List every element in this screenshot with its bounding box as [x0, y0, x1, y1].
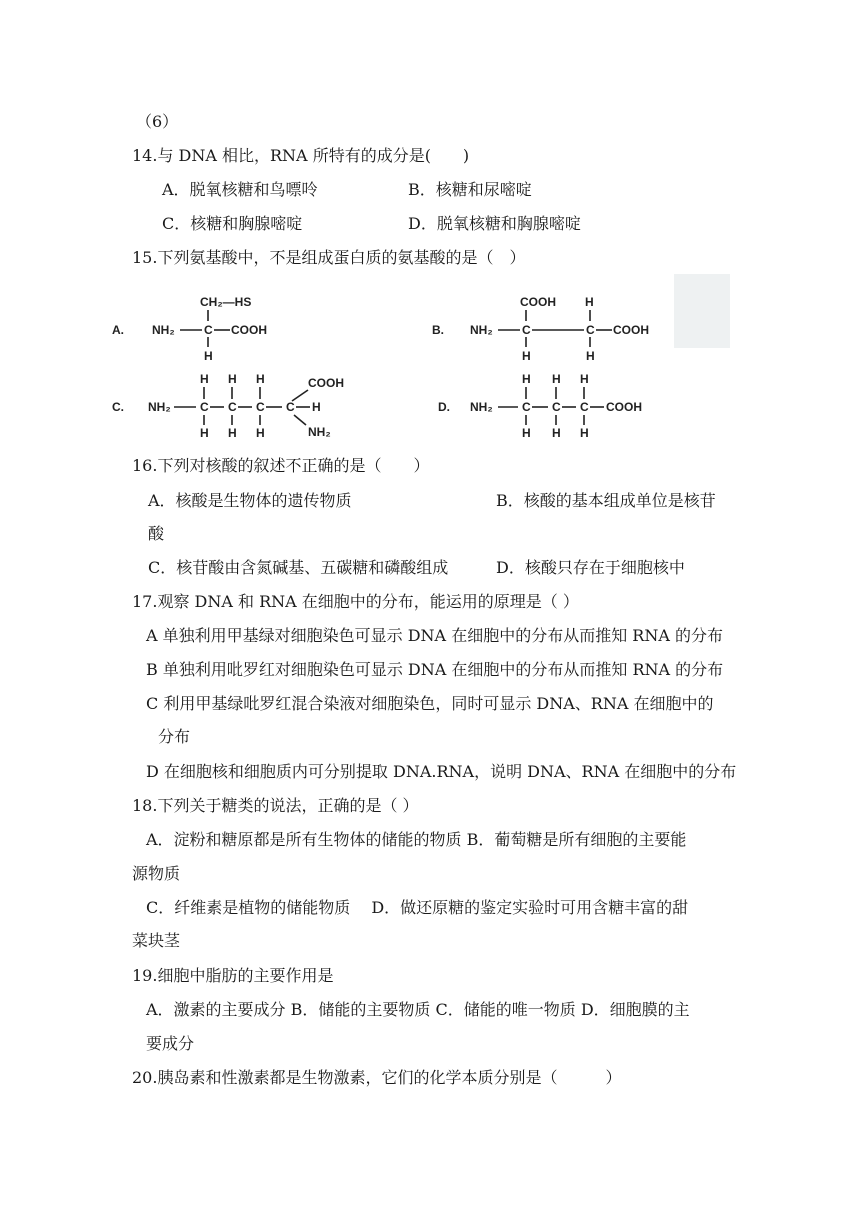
amino-acid-structure-a	[110, 290, 310, 365]
structure-d-label: D.	[438, 400, 450, 414]
question-18-line-1: A．淀粉和糖原都是所有生物体的储能的物质 B．葡萄糖是所有细胞的主要能	[146, 830, 687, 849]
svg-text:H: H	[522, 372, 531, 386]
svg-text:NH₂: NH₂	[308, 425, 331, 439]
question-16-option-b-cont: 酸	[148, 524, 165, 543]
svg-text:H: H	[312, 400, 321, 414]
svg-text:H: H	[228, 426, 237, 440]
svg-text:H: H	[522, 349, 531, 363]
page-marker: （6）	[136, 112, 179, 131]
question-15-stem: 15.下列氨基酸中，不是组成蛋白质的氨基酸的是（ ）	[132, 248, 526, 267]
svg-text:H: H	[552, 426, 561, 440]
question-14-option-b: B．核糖和尿嘧啶	[408, 180, 532, 199]
svg-text:C: C	[228, 400, 237, 414]
question-19-line-2: 要成分	[146, 1034, 195, 1053]
svg-text:H: H	[256, 372, 265, 386]
question-17-stem: 17.观察 DNA 和 RNA 在细胞中的分布，能运用的原理是（ ）	[132, 592, 579, 611]
svg-text:C: C	[204, 323, 213, 337]
svg-text:C: C	[586, 323, 595, 337]
question-16-option-c: C．核苷酸由含氮碱基、五碳糖和磷酸组成	[148, 558, 449, 577]
structure-a-r-group: CH₂—HS	[200, 295, 252, 309]
svg-text:H: H	[228, 372, 237, 386]
svg-text:COOH: COOH	[520, 295, 556, 309]
question-14-stem: 14.与 DNA 相比，RNA 所特有的成分是( )	[132, 146, 470, 165]
svg-text:H: H	[580, 426, 589, 440]
svg-text:COOH: COOH	[231, 323, 267, 337]
structure-c-label: C.	[112, 400, 124, 414]
svg-text:C: C	[552, 400, 561, 414]
question-16-stem: 16.下列对核酸的叙述不正确的是（ ）	[132, 456, 430, 475]
question-17-option-c-cont: 分布	[158, 727, 191, 746]
amino-acid-structure-d	[436, 370, 676, 445]
structure-b-label: B.	[432, 323, 444, 337]
question-17-option-a: A 单独利用甲基绿对细胞染色可显示 DNA 在细胞中的分布从而推知 RNA 的分布	[146, 626, 723, 645]
svg-text:NH₂: NH₂	[148, 400, 171, 414]
structure-a-label: A.	[112, 323, 124, 337]
amino-acid-structure-b	[430, 290, 670, 365]
question-20-stem: 20.胰岛素和性激素都是生物激素，它们的化学本质分别是（ ）	[132, 1068, 622, 1087]
question-17-option-c: C 利用甲基绿吡罗红混合染液对细胞染色，同时可显示 DNA、RNA 在细胞中的	[146, 694, 714, 713]
svg-text:C: C	[200, 400, 209, 414]
svg-text:H: H	[256, 426, 265, 440]
question-14-option-a: A．脱氧核糖和鸟嘌呤	[162, 180, 318, 199]
svg-text:H: H	[585, 295, 594, 309]
svg-text:COOH: COOH	[606, 400, 642, 414]
svg-text:C: C	[256, 400, 265, 414]
svg-text:H: H	[522, 426, 531, 440]
question-18-line-2: 源物质	[132, 864, 181, 883]
svg-text:C: C	[522, 400, 531, 414]
svg-text:H: H	[200, 426, 209, 440]
svg-text:NH₂: NH₂	[470, 323, 493, 337]
question-18-line-3: C．纤维素是植物的储能物质 D．做还原糖的鉴定实验时可用含糖丰富的甜	[146, 898, 689, 917]
question-17-option-d: D 在细胞核和细胞质内可分别提取 DNA.RNA，说明 DNA、RNA 在细胞中的分布	[146, 762, 737, 781]
svg-text:H: H	[200, 372, 209, 386]
svg-text:C: C	[580, 400, 589, 414]
svg-text:C: C	[522, 323, 531, 337]
svg-text:H: H	[204, 349, 213, 363]
question-16-option-b: B．核酸的基本组成单位是核苷	[496, 491, 716, 510]
svg-text:COOH: COOH	[308, 376, 344, 390]
svg-text:H: H	[586, 349, 595, 363]
svg-text:C: C	[286, 400, 295, 414]
svg-text:NH₂: NH₂	[152, 323, 175, 337]
svg-text:H: H	[580, 372, 589, 386]
question-14-option-d: D．脱氧核糖和胸腺嘧啶	[408, 214, 581, 233]
svg-text:H: H	[552, 372, 561, 386]
question-19-stem: 19.细胞中脂肪的主要作用是	[132, 966, 334, 985]
question-18-stem: 18.下列关于糖类的说法，正确的是（ ）	[132, 796, 419, 815]
question-17-option-b: B 单独利用吡罗红对细胞染色可显示 DNA 在细胞中的分布从而推知 RNA 的分布	[146, 660, 724, 679]
question-16-option-d: D．核酸只存在于细胞核中	[496, 558, 685, 577]
amino-acid-structure-c	[110, 370, 370, 445]
question-14-option-c: C．核糖和胸腺嘧啶	[162, 214, 303, 233]
scan-smudge	[674, 274, 730, 348]
question-19-line-1: A．激素的主要成分 B．储能的主要物质 C．储能的唯一物质 D．细胞膜的主	[146, 1000, 690, 1019]
svg-text:NH₂: NH₂	[470, 400, 493, 414]
question-16-option-a: A．核酸是生物体的遗传物质	[148, 491, 352, 510]
question-18-line-4: 菜块茎	[132, 931, 181, 950]
svg-text:COOH: COOH	[613, 323, 649, 337]
